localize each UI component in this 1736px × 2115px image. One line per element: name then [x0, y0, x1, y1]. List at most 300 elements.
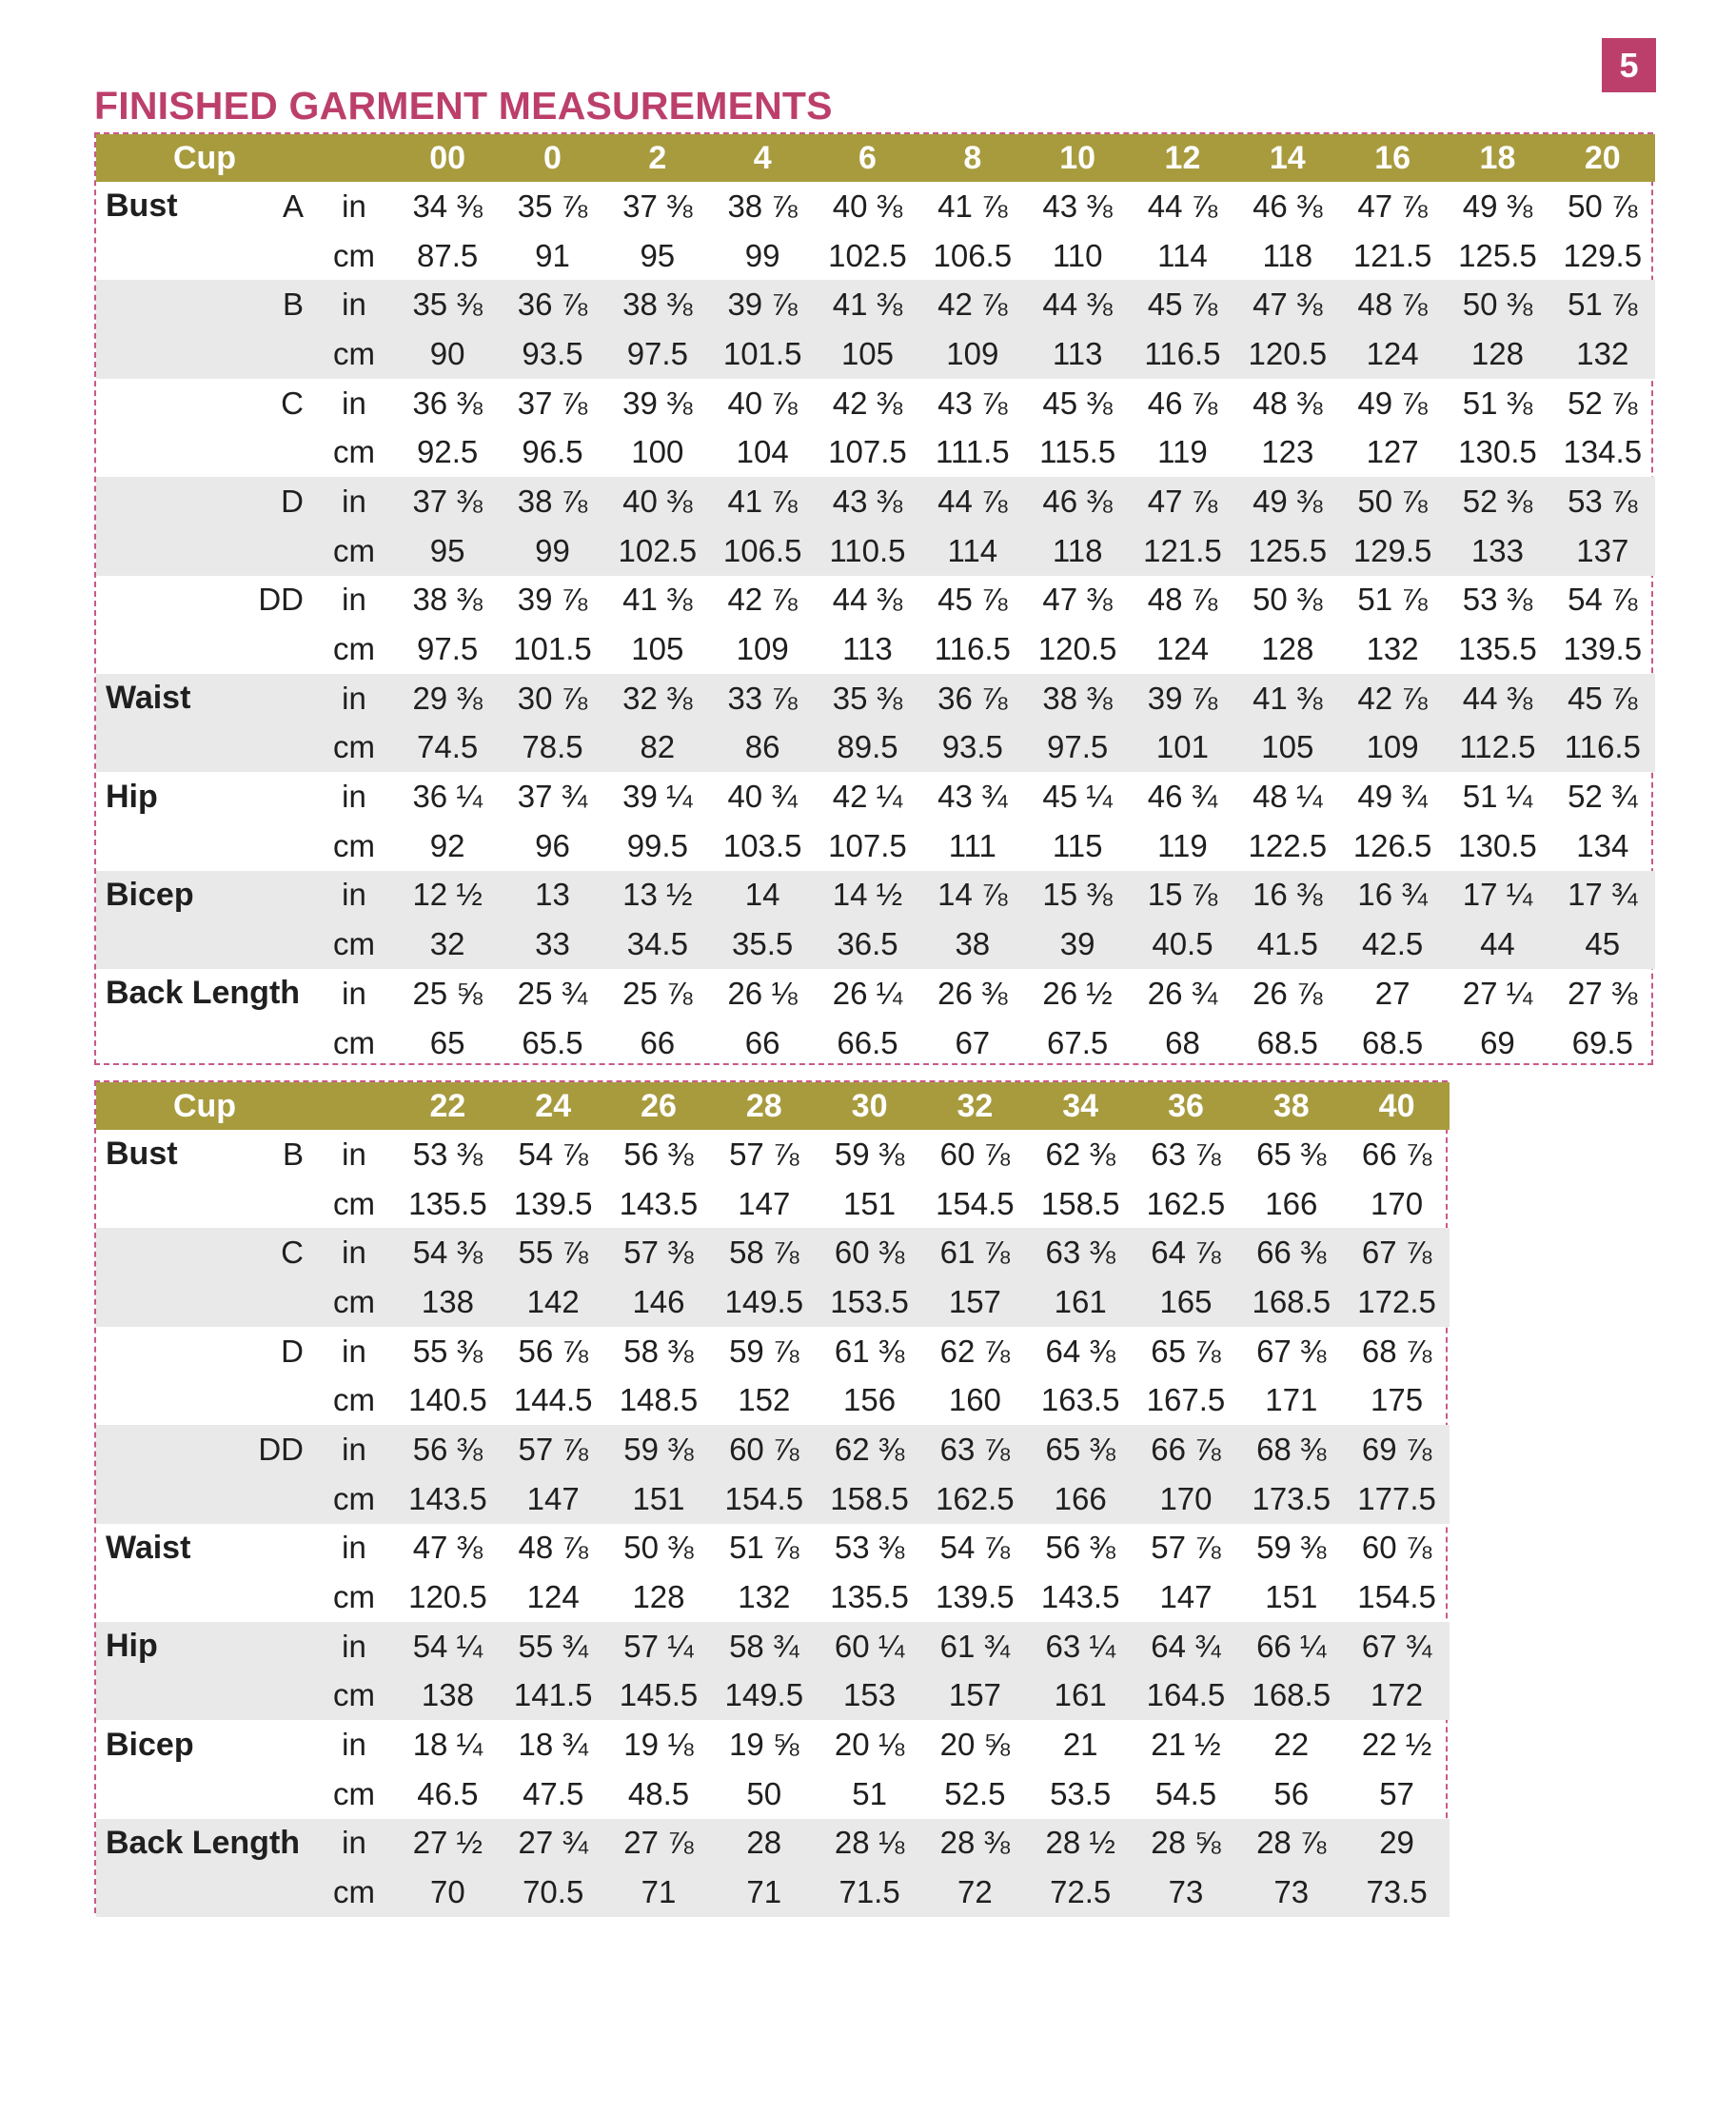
measurement-label [96, 1179, 229, 1229]
measurement-value: 70.5 [523, 1874, 584, 1910]
measurement-label: Back Length [106, 975, 301, 1012]
unit-header [313, 1082, 395, 1130]
measurement-value: 119 [1157, 827, 1208, 863]
measurement-value: 59 ⅞ [729, 1333, 799, 1369]
measurement-label [96, 329, 229, 379]
unit-label: in [342, 385, 366, 421]
size-header: 38 [1272, 1087, 1310, 1124]
cup-size [229, 821, 313, 871]
measurement-value: 55 ¾ [518, 1628, 588, 1664]
unit-label: in [342, 287, 366, 323]
table-row [96, 1228, 1450, 1277]
measurement-label: Bicep [106, 1726, 194, 1763]
measurement-value: 68.5 [1362, 1024, 1424, 1060]
measurement-value: 89.5 [837, 729, 898, 765]
measurement-label: Waist [106, 1529, 191, 1566]
measurement-value: 121.5 [1352, 237, 1432, 273]
measurement-value: 154.5 [724, 1480, 804, 1516]
cup-size: B [282, 1136, 304, 1172]
unit-label: in [342, 680, 366, 716]
measurement-value: 48 ⅞ [1357, 287, 1428, 323]
measurement-value: 153 [843, 1677, 897, 1713]
measurement-value: 100 [631, 434, 684, 470]
cup-size [229, 1671, 313, 1721]
measurement-value: 45 ⅞ [1568, 680, 1638, 716]
measurement-value: 78.5 [522, 729, 583, 765]
measurement-value: 59 ⅜ [834, 1136, 905, 1172]
unit-label: cm [333, 1480, 375, 1516]
cup-size [229, 1474, 313, 1524]
measurement-value: 52 ⅜ [1462, 483, 1533, 519]
measurement-value: 64 ⅞ [1151, 1235, 1221, 1271]
measurement-value: 49 ¾ [1357, 779, 1428, 815]
measurement-label: Bicep [106, 876, 194, 913]
cup-size: C [281, 1235, 304, 1271]
table-row [96, 919, 1655, 969]
measurement-value: 119 [1157, 434, 1208, 470]
measurement-value: 57 [1379, 1775, 1414, 1811]
measurement-value: 27 ¼ [1462, 975, 1533, 1011]
measurement-value: 30 ⅞ [517, 680, 588, 716]
measurement-value: 128 [632, 1579, 685, 1615]
measurement-value: 151 [1265, 1579, 1318, 1615]
measurement-value: 58 ¾ [729, 1628, 799, 1664]
measurement-value: 82 [640, 729, 676, 765]
measurement-value: 164.5 [1146, 1677, 1226, 1713]
table-row [96, 1474, 1450, 1524]
unit-label: in [342, 1530, 366, 1566]
measurement-value: 91 [535, 237, 570, 273]
measurement-value: 42 ⅞ [1357, 680, 1428, 716]
measurement-value: 66 [640, 1024, 676, 1060]
measurement-value: 73 [1168, 1874, 1204, 1910]
size-header: 36 [1168, 1087, 1204, 1124]
size-header: 28 [745, 1087, 782, 1124]
cup-size: C [281, 385, 304, 421]
measurement-value: 167.5 [1146, 1382, 1226, 1418]
measurement-value: 37 ⅞ [517, 385, 588, 421]
measurement-value: 68 ⅞ [1361, 1333, 1432, 1369]
measurement-value: 65 ⅜ [1256, 1136, 1327, 1172]
measurement-value: 49 ⅞ [1357, 385, 1428, 421]
measurement-label [96, 821, 229, 871]
measurement-value: 116.5 [1564, 729, 1641, 765]
size-header: 16 [1374, 139, 1411, 176]
measurement-label [96, 1327, 229, 1376]
size-header: 2 [648, 139, 667, 176]
cup-size [229, 1720, 313, 1769]
measurement-value: 65 ⅞ [1151, 1333, 1221, 1369]
measurement-value: 114 [1157, 237, 1208, 273]
measurement-value: 96.5 [522, 434, 583, 470]
measurement-value: 62 ⅜ [834, 1431, 905, 1467]
measurement-value: 50 [746, 1775, 782, 1811]
size-header: 32 [957, 1087, 994, 1124]
measurement-label [96, 1572, 229, 1622]
measurement-value: 28 ⅜ [939, 1825, 1011, 1861]
measurement-value: 37 ¾ [517, 779, 588, 815]
measurement-value: 128 [1470, 335, 1524, 371]
measurement-value: 50 ⅞ [1357, 483, 1428, 519]
measurement-value: 54 ¼ [412, 1628, 483, 1664]
measurement-value: 61 ¾ [939, 1628, 1011, 1664]
measurement-value: 51 ⅞ [1357, 582, 1428, 618]
measurement-value: 51 ⅞ [1568, 287, 1638, 323]
measurement-value: 160 [948, 1382, 1001, 1418]
measurement-value: 35 ⅞ [517, 188, 588, 224]
measurement-value: 71 [746, 1874, 782, 1910]
cup-size [229, 674, 313, 723]
measurement-value: 149.5 [724, 1677, 804, 1713]
table-row [96, 1720, 1450, 1769]
measurement-value: 41 ⅜ [622, 582, 693, 618]
measurement-value: 60 ¼ [834, 1628, 905, 1664]
measurement-value: 39 ⅜ [622, 385, 693, 421]
measurement-label [96, 624, 229, 674]
measurement-value: 32 [429, 926, 465, 962]
measurement-value: 132 [738, 1579, 791, 1615]
measurement-value: 107.5 [828, 434, 907, 470]
measurement-value: 95 [429, 532, 465, 568]
measurement-value: 65.5 [522, 1024, 583, 1060]
measurement-value: 44 [1480, 926, 1515, 962]
measurement-value: 63 ⅜ [1045, 1235, 1115, 1271]
unit-label: cm [333, 1185, 375, 1221]
measurement-value: 46 ⅞ [1147, 385, 1218, 421]
measurement-value: 64 ¾ [1151, 1628, 1221, 1664]
measurement-value: 124 [526, 1579, 580, 1615]
measurement-value: 50 ⅜ [1253, 582, 1323, 618]
measurement-value: 161 [1054, 1283, 1107, 1319]
measurement-value: 53 ⅞ [1568, 483, 1638, 519]
unit-label: cm [333, 1874, 375, 1910]
measurement-value: 26 ⅞ [1253, 975, 1323, 1011]
cup-size [229, 1868, 313, 1917]
measurement-value: 15 ⅜ [1042, 877, 1113, 913]
measurement-value: 139.5 [1563, 631, 1643, 667]
measurement-value: 57 ⅞ [518, 1431, 588, 1467]
measurement-value: 38 [955, 926, 991, 962]
measurement-value: 51 ¼ [1462, 779, 1533, 815]
measurement-value: 66 ⅞ [1151, 1431, 1221, 1467]
measurement-value: 170 [1371, 1185, 1424, 1221]
measurement-value: 97.5 [1047, 729, 1109, 765]
measurement-value: 101 [1155, 729, 1209, 765]
table-row [96, 427, 1655, 477]
measurement-value: 50 ⅜ [1462, 287, 1533, 323]
measurement-value: 26 ¾ [1147, 975, 1218, 1011]
unit-label: cm [333, 532, 375, 568]
measurement-value: 151 [632, 1480, 685, 1516]
measurement-value: 63 ¼ [1045, 1628, 1115, 1664]
unit-label: in [342, 1727, 366, 1763]
measurement-value: 99 [744, 237, 780, 273]
measurement-label [96, 723, 229, 773]
measurement-value: 40.5 [1152, 926, 1213, 962]
measurement-value: 45 ⅞ [1147, 287, 1218, 323]
measurement-value: 48.5 [627, 1775, 690, 1811]
cup-header: Cup [172, 1087, 237, 1124]
unit-label: in [342, 1333, 366, 1369]
measurement-value: 44 ⅞ [937, 483, 1008, 519]
measurement-value: 25 ⅞ [622, 975, 693, 1011]
measurement-value: 66 ⅜ [1256, 1235, 1327, 1271]
measurement-value: 56 ⅜ [1045, 1530, 1115, 1566]
measurement-value: 42.5 [1362, 926, 1424, 962]
unit-label: cm [333, 434, 375, 470]
measurement-table [96, 1082, 1450, 1917]
measurement-value: 33 ⅞ [727, 680, 798, 716]
measurement-label [96, 1375, 229, 1425]
table-row [96, 1179, 1450, 1229]
measurement-value: 116.5 [934, 631, 1011, 667]
measurement-value: 55 ⅞ [518, 1235, 588, 1271]
table-row [96, 182, 1655, 231]
measurement-value: 106.5 [933, 237, 1013, 273]
size-header: 12 [1164, 139, 1201, 176]
measurement-value: 66.5 [837, 1024, 898, 1060]
measurement-value: 44 ⅞ [1147, 188, 1218, 224]
measurement-value: 139.5 [936, 1579, 1015, 1615]
measurement-value: 42 ¼ [832, 779, 903, 815]
measurement-value: 40 ⅜ [622, 483, 693, 519]
table-row [96, 526, 1655, 576]
measurement-value: 66 ¼ [1256, 1628, 1327, 1664]
measurement-value: 72.5 [1050, 1874, 1112, 1910]
measurement-value: 56 [1273, 1775, 1310, 1811]
measurement-value: 129.5 [1352, 532, 1432, 568]
measurement-value: 152 [738, 1382, 791, 1418]
measurement-value: 44 ⅜ [1462, 680, 1533, 716]
measurement-value: 69 ⅞ [1361, 1431, 1432, 1467]
measurement-value: 26 ⅜ [937, 975, 1008, 1011]
cup-size [229, 1375, 313, 1425]
table-row [96, 231, 1655, 281]
cup-size [229, 919, 313, 969]
size-header: 40 [1378, 1087, 1415, 1124]
measurement-value: 143.5 [619, 1185, 699, 1221]
size-header: 34 [1062, 1087, 1099, 1124]
size-header: 18 [1479, 139, 1516, 176]
measurement-value: 66 [744, 1024, 780, 1060]
size-header: 0 [543, 139, 562, 176]
measurement-value: 47 ⅞ [1357, 188, 1428, 224]
measurement-label [96, 427, 229, 477]
measurement-label [96, 576, 229, 625]
measurement-value: 145.5 [619, 1677, 699, 1713]
measurement-value: 27 ¾ [518, 1825, 588, 1861]
measurement-value: 60 ⅜ [834, 1235, 905, 1271]
measurement-value: 162.5 [1146, 1185, 1226, 1221]
measurement-value: 71.5 [838, 1874, 900, 1910]
measurement-value: 68 ⅜ [1256, 1431, 1327, 1467]
measurement-value: 124 [1366, 335, 1419, 371]
measurement-value: 29 [1379, 1825, 1414, 1861]
measurement-value: 162.5 [936, 1480, 1015, 1516]
measurement-value: 59 ⅜ [1256, 1530, 1327, 1566]
measurement-value: 154.5 [1357, 1579, 1436, 1615]
measurement-value: 99.5 [626, 827, 688, 863]
measurement-value: 35 ⅜ [832, 680, 903, 716]
measurement-value: 38 ⅜ [622, 287, 693, 323]
measurement-value: 73 [1273, 1874, 1310, 1910]
measurement-value: 71 [641, 1874, 677, 1910]
measurement-value: 39 ¼ [622, 779, 693, 815]
measurement-value: 103.5 [722, 827, 802, 863]
cup-size [229, 1277, 313, 1327]
measurement-value: 39 [1059, 926, 1095, 962]
measurement-value: 95 [640, 237, 676, 273]
measurement-value: 132 [1576, 335, 1629, 371]
measurement-value: 47 ⅜ [1253, 287, 1323, 323]
measurement-value: 69.5 [1571, 1024, 1633, 1060]
measurement-value: 36 ⅞ [517, 287, 588, 323]
measurement-value: 67 ⅞ [1361, 1235, 1432, 1271]
measurement-value: 158.5 [830, 1480, 909, 1516]
measurement-value: 130.5 [1458, 827, 1537, 863]
measurement-label [96, 1474, 229, 1524]
measurement-value: 147 [738, 1185, 791, 1221]
measurement-value: 26 ⅛ [727, 975, 798, 1011]
measurement-value: 40 ¾ [727, 779, 798, 815]
measurement-value: 46.5 [417, 1775, 479, 1811]
unit-label: in [342, 779, 366, 815]
measurement-label [96, 1769, 229, 1819]
cup-size: A [282, 188, 304, 224]
measurement-label [96, 1018, 229, 1068]
table-row [96, 329, 1655, 379]
size-header: 00 [429, 139, 466, 176]
measurement-value: 154.5 [936, 1185, 1015, 1221]
unit-label: in [342, 483, 366, 519]
measurement-value: 28 ½ [1045, 1825, 1115, 1861]
measurement-value: 67 ⅜ [1256, 1333, 1327, 1369]
measurement-value: 27 ½ [412, 1825, 483, 1861]
measurement-value: 105 [840, 335, 894, 371]
size-header: 26 [641, 1087, 677, 1124]
measurement-value: 87.5 [417, 237, 479, 273]
measurement-value: 26 ¼ [832, 975, 903, 1011]
measurement-label [96, 919, 229, 969]
measurement-value: 58 ⅞ [729, 1235, 799, 1271]
measurement-value: 35.5 [732, 926, 794, 962]
measurement-value: 45 ⅜ [1042, 385, 1113, 421]
measurement-label: Hip [106, 778, 158, 815]
unit-header [313, 134, 395, 182]
unit-label: in [342, 1431, 366, 1467]
measurement-value: 51 ⅞ [729, 1530, 799, 1566]
unit-label: in [342, 1825, 366, 1861]
measurement-value: 33 [535, 926, 570, 962]
measurement-value: 50 ⅜ [623, 1530, 694, 1566]
measurement-value: 125.5 [1248, 532, 1328, 568]
measurement-value: 163.5 [1040, 1382, 1120, 1418]
table-row [96, 1375, 1450, 1425]
measurement-value: 39 ⅞ [1147, 680, 1218, 716]
table-row [96, 1622, 1450, 1671]
measurement-label [96, 526, 229, 576]
table-row [96, 379, 1655, 428]
measurement-value: 158.5 [1040, 1185, 1120, 1221]
measurement-value: 42 ⅞ [937, 287, 1008, 323]
measurement-value: 120.5 [1248, 335, 1328, 371]
size-header: 20 [1584, 139, 1621, 176]
size-header: 10 [1059, 139, 1096, 176]
measurement-value: 54 ⅞ [939, 1530, 1011, 1566]
unit-label: cm [333, 631, 375, 667]
measurement-value: 57 ⅜ [623, 1235, 694, 1271]
measurement-value: 17 ¼ [1462, 877, 1533, 913]
measurement-label [96, 1425, 229, 1474]
measurement-value: 41 ⅜ [1253, 680, 1323, 716]
measurement-value: 125.5 [1458, 237, 1537, 273]
measurement-value: 104 [736, 434, 789, 470]
cup-size: DD [258, 1431, 304, 1467]
measurement-value: 66 ⅞ [1361, 1136, 1432, 1172]
size-header: 6 [858, 139, 877, 176]
measurement-value: 20 ⅛ [834, 1727, 905, 1763]
measurement-value: 61 ⅜ [834, 1333, 905, 1369]
measurement-value: 56 ⅜ [623, 1136, 694, 1172]
measurement-value: 144.5 [513, 1382, 593, 1418]
measurement-value: 102.5 [618, 532, 698, 568]
measurement-value: 113 [1052, 335, 1103, 371]
measurement-value: 48 ¼ [1253, 779, 1323, 815]
measurement-value: 120.5 [1037, 631, 1117, 667]
table-row [96, 1524, 1450, 1573]
measurement-value: 51 [852, 1775, 887, 1811]
measurement-value: 161 [1054, 1677, 1107, 1713]
cup-header: Cup [172, 139, 237, 176]
measurement-value: 41.5 [1256, 926, 1318, 962]
measurement-value: 54.5 [1154, 1775, 1217, 1811]
measurement-value: 47 ⅜ [412, 1530, 483, 1566]
measurement-value: 102.5 [828, 237, 907, 273]
measurement-value: 133 [1470, 532, 1524, 568]
measurement-value: 28 ⅝ [1151, 1825, 1221, 1861]
measurement-value: 22 ½ [1361, 1727, 1432, 1763]
measurement-value: 46 ⅜ [1253, 188, 1323, 224]
cup-size [229, 1179, 313, 1229]
unit-label: in [342, 1136, 366, 1172]
measurement-label [96, 1277, 229, 1327]
cup-size [229, 772, 313, 821]
measurement-value: 97.5 [417, 631, 479, 667]
measurement-value: 55 ⅜ [412, 1333, 483, 1369]
unit-label: cm [333, 926, 375, 962]
measurement-value: 106.5 [722, 532, 802, 568]
measurement-value: 107.5 [828, 827, 907, 863]
measurement-label: Bust [106, 188, 178, 225]
measurement-value: 57 ⅞ [1151, 1530, 1221, 1566]
measurement-value: 48 ⅞ [518, 1530, 588, 1566]
measurement-value: 44 ⅜ [1042, 287, 1113, 323]
unit-label: cm [333, 1775, 375, 1811]
measurement-value: 135.5 [408, 1185, 487, 1221]
table-row [96, 477, 1655, 526]
measurement-value: 168.5 [1252, 1677, 1332, 1713]
measurement-value: 14 ⅞ [937, 877, 1008, 913]
measurement-value: 92.5 [417, 434, 479, 470]
measurement-value: 123 [1261, 434, 1314, 470]
measurement-value: 63 ⅞ [1151, 1136, 1221, 1172]
measurement-value: 93.5 [941, 729, 1003, 765]
measurement-value: 134 [1576, 827, 1629, 863]
table-row [96, 1769, 1450, 1819]
measurement-value: 146 [632, 1283, 685, 1319]
table-row [96, 674, 1655, 723]
measurement-value: 166 [1265, 1185, 1318, 1221]
